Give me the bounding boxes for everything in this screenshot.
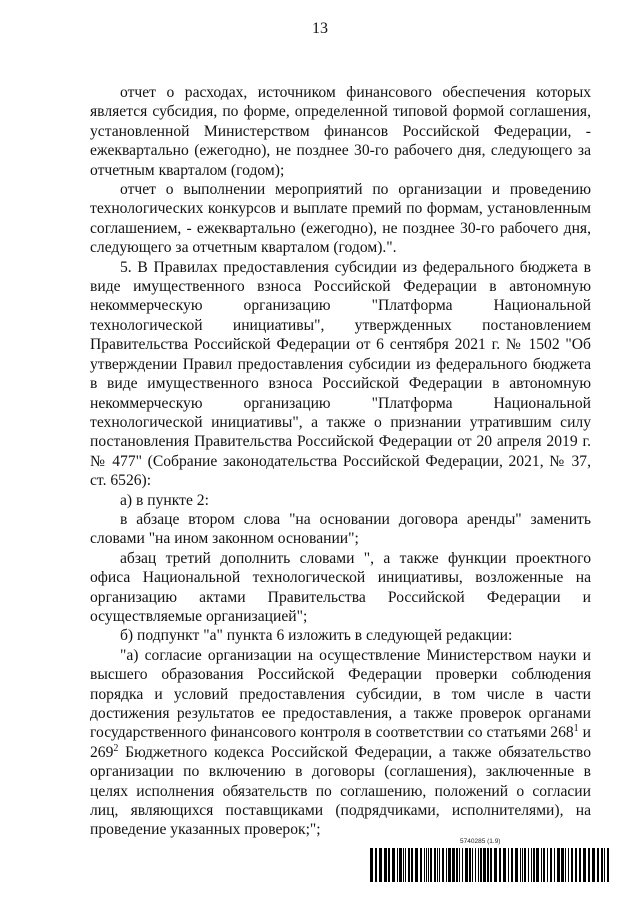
barcode-bar xyxy=(601,848,603,882)
barcode-bar xyxy=(557,848,560,882)
barcode-bar xyxy=(568,848,569,882)
barcode-bar xyxy=(434,848,436,882)
superscript-2: 2 xyxy=(113,742,119,754)
barcode-bar xyxy=(511,848,513,882)
barcode-bar xyxy=(579,848,581,882)
barcode-bar xyxy=(524,848,526,882)
barcode-bar xyxy=(508,848,509,882)
document-id: 5740285 (1.9) xyxy=(460,838,501,845)
barcode-bar xyxy=(565,848,566,882)
barcode-bar xyxy=(520,848,521,882)
barcode-bar xyxy=(405,848,406,882)
barcode-bar xyxy=(428,848,429,882)
barcode-bar xyxy=(426,848,427,882)
barcode-bar xyxy=(607,848,609,882)
page-number: 13 xyxy=(312,20,328,37)
barcode-bar xyxy=(522,848,523,882)
barcode-bar xyxy=(531,848,532,882)
text-fragment: "а) согласие организации на осуществление Министерством науки и высшего образования Российской Федерации проверки соблюдения порядка и условий предоставления субсидии, в том числе в части достижения результатов ее предоставления, а также проверок органами государственного финансового контроля в соответствии со статьями 268 xyxy=(90,646,591,742)
barcode-bar xyxy=(487,848,489,882)
text-fragment: и 269 xyxy=(90,724,591,761)
text-fragment: Бюджетного кодекса Российской Федерации, а также обязательство организации по включению в договоры (соглашения), заключенные в целях исполнения обязательств по соглашению, положений о согласии лиц, являющихся поставщиками (подрядчиками, исполнителями), на проведение указанных проверок;"; xyxy=(90,743,591,839)
barcode-bar xyxy=(483,848,486,882)
paragraph-subitem-a: а) в пункте 2: xyxy=(120,491,209,509)
barcode-bar xyxy=(469,848,471,882)
barcode-bar xyxy=(597,848,599,882)
paragraph-item-5: 5. В Правилах предоставления субсидии из федерального бюджета в виде имущественного взноса Российской Федерации в автономную некоммерческую организацию "Платформа Национальной технологической инициативы", утвержденных постановлением Правительства Российской Федерации от 6 сентября 2021 г. № 1502 "Об утверждении Правил предоставления субсидии из федерального бюджета в виде имущественного взноса Российской Федерации в автономную некоммерческую организацию "Платформа Национальной технологической инициативы", а также о признании утратившим силу постановления Правительства Российской Федерации от 20 апреля 2019 г. № 477" (Собрание законодательства Российской Федерации, 2021, № 37, ст. 6526): xyxy=(90,258,591,490)
barcode-bar xyxy=(437,848,438,882)
barcode-bar xyxy=(415,848,418,882)
barcode-bar xyxy=(472,848,473,882)
barcode-bar xyxy=(462,848,463,882)
barcode-bar xyxy=(536,848,539,882)
barcode-bar xyxy=(379,848,382,882)
barcode-bar xyxy=(384,848,387,882)
paragraph-activities-report: отчет о выполнении мероприятий по организации и проведению технологических конкурсов и выплате премий по формам, установленным соглашением, - ежеквартально (ежегодно), не позднее 30-го рабочего дня, следующего за отчетным кварталом (годом).". xyxy=(90,181,591,257)
barcode-bar xyxy=(420,848,422,882)
barcode-bar xyxy=(439,848,440,882)
barcode-bar xyxy=(528,848,529,882)
barcode-bar xyxy=(503,848,506,882)
barcode-bar xyxy=(604,848,605,882)
barcode-bar xyxy=(456,848,458,882)
paragraph-expense-report: отчет о расходах, источником финансового обеспечения которых является субсидия, по форме, определенной типовой формой соглашения, установленной Министерством финансов Российской Федерации, - ежеквартально (ежегодно), не позднее 30-го рабочего дня, следующего за отчетным кварталом (годом); xyxy=(90,84,591,179)
barcode-bar xyxy=(370,848,373,882)
barcode-bar xyxy=(424,848,425,882)
barcode-bar xyxy=(475,848,476,882)
barcode-bar xyxy=(543,848,545,882)
barcode-bar xyxy=(397,848,398,882)
barcode-bar xyxy=(561,848,564,882)
barcode-bar xyxy=(571,848,573,882)
barcode-bar xyxy=(408,848,410,882)
barcode-bar xyxy=(550,848,552,882)
barcode-bar xyxy=(465,848,468,882)
barcode-bar xyxy=(392,848,395,882)
barcode-bar xyxy=(480,848,482,882)
barcode-bar xyxy=(388,848,390,882)
barcode-bar xyxy=(515,848,518,882)
barcode-bar xyxy=(452,848,455,882)
barcode-bar xyxy=(547,848,548,882)
barcode-bar xyxy=(399,848,402,882)
barcode-bar xyxy=(442,848,444,882)
barcode-bar xyxy=(592,848,595,882)
barcode-bar xyxy=(533,848,535,882)
barcode-bar xyxy=(575,848,577,882)
document-body xyxy=(90,83,591,840)
barcode-bar xyxy=(403,848,404,882)
barcode-bar xyxy=(448,848,451,882)
barcode-bar xyxy=(588,848,590,882)
barcode-bar xyxy=(541,848,542,882)
paragraph-subitem-b: б) подпункт "а" пункта 6 изложить в следующей редакции: xyxy=(120,627,513,645)
barcode-bar xyxy=(375,848,377,882)
barcode-bar xyxy=(554,848,555,882)
superscript-1: 1 xyxy=(573,723,579,735)
barcode-bar xyxy=(499,848,501,882)
barcode-bar xyxy=(430,848,432,882)
paragraph-abzac-2: в абзаце втором слова "на основании договора аренды" заменить словами "на ином законном основании"; xyxy=(90,510,591,548)
paragraph-abzac-3: абзац третий дополнить словами ", а также функции проектного офиса Национальной технологической инициативы, возложенные на организацию актами Правительства Российской Федерации и осуществляемые организацией"; xyxy=(90,549,591,625)
barcode-bar xyxy=(490,848,492,882)
barcode-bar xyxy=(411,848,413,882)
barcode xyxy=(370,848,613,882)
barcode-bar xyxy=(446,848,447,882)
paragraph-new-edition xyxy=(90,646,591,840)
barcode-bar xyxy=(494,848,497,882)
barcode-bar xyxy=(583,848,586,882)
barcode-bar xyxy=(459,848,460,882)
barcode-bar xyxy=(478,848,479,882)
